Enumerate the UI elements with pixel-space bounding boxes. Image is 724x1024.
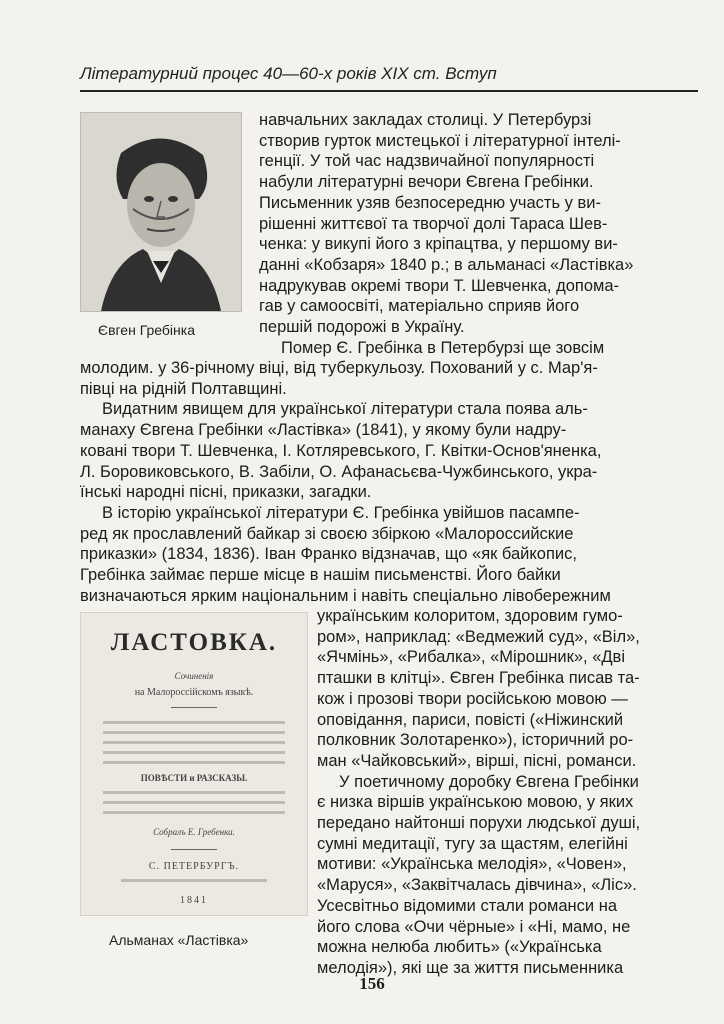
almanac-section: ПОВѢСТИ и РАЗСКАЗЫ. [140,773,248,783]
text-line: мелодія»), які ще за життя письменника [317,958,624,977]
text-line: є низка віршів українською мовою, у яких [317,793,634,812]
text-line: сумні медитації, тугу за щастям, елегійні [317,834,628,853]
text-line: молодим. у 36-річному віці, від туберкульозу. Похований у с. Мар'я- [80,359,598,377]
text-line: «Ячмінь», «Рибалка», «Мірошник», «Дві [317,648,625,667]
text-line: пташки в клітці». Євген Гребінка писав та- [317,669,640,688]
text-line: Видатним явищем для української літератури стала поява аль- [102,400,588,419]
text-line: приказки» (1834, 1836). Іван Франко відзначав, що «як байкопис, [80,545,577,564]
text-line: ром», наприклад: «Ведмежий суд», «Віл», [317,627,640,646]
text-line: Л. Боровиковського, В. Забіли, О. Афанасьєва-Чужбинського, укра- [80,462,598,481]
text-line: оповідання, париси, повісті («Ніжинский [317,710,624,729]
text-line: данні «Кобзаря» 1840 р.; в альманасі «Ластівка» [259,255,634,274]
text-line: кож і прозові твори російською мовою — [317,689,628,708]
almanac-title: ЛАСТОВКА. [110,629,278,656]
text-line: набули літературні вечори Євгена Гребінки. [259,173,594,192]
text-line: Письменник узяв безпосередню участь у ви- [259,193,601,212]
text-full-width [80,358,696,606]
portrait-engraving [81,113,241,311]
almanac-editor: Собралъ Е. Гребенка. [153,827,235,837]
text-line: створив гурток мистецької і літературної інтелі- [259,131,621,150]
text-line: У поетичному доробку Євгена Гребінки [339,772,639,791]
portrait-image [80,112,242,312]
text-line: навчальних закладах столиці. У Петербурзі [259,111,592,129]
text-line: гав у самоосвіті, матеріально сприяв його [259,297,580,316]
text-line: манаху Євгена Гребінки «Ластівка» (1841), у якому були надру- [80,421,567,440]
text-line: Усесвітньо відомими стали романси на [317,896,618,915]
text-line: визначаються ярким національним і навіть спеціально лівобережним [80,586,611,605]
text-line: передано найтонші порухи людської душі, [317,814,641,833]
almanac-city: С. ПЕТЕРБУРГЪ. [148,861,240,872]
text-line: ред як прославлений байкар зі своєю збіркою «Малороссийские [80,524,574,543]
almanac-caption: Альманах «Ластівка» [109,932,249,948]
text-line: генції. У той час надзвичайної популярності [259,152,595,171]
text-line: мотиви: «Українська мелодія», «Човен», [317,855,627,874]
text-line: полковник Золотаренко»), історичний ро- [317,731,634,750]
almanac-subtitle: Сочиненія [174,671,214,681]
text-line: можна нелюба любить» («Українська [317,938,602,957]
portrait-caption: Євген Гребінка [98,322,195,338]
almanac-cover-image [80,612,308,916]
text-line: рішенні життєвої та творчої долі Тараса Шев- [259,214,608,233]
text-line: їнські народні пісні, приказки, загадки. [80,483,372,502]
text-line: надрукував окремі твори Т. Шевченка, допома- [259,276,620,295]
text-line: півці на рідній Полтавщині. [80,379,287,398]
text-line: його слова «Очи чёрные» і «Ні, мамо, не [317,917,631,936]
text-line: ченка: у викупі його з кріпацтва, у першому ви- [259,235,618,254]
text-line: ковані твори Т. Шевченка, І. Котляревського, Г. Квітки-Основ'яненка, [80,441,602,460]
text-line: В історію української літератури Є. Гребінка увійшов пасампе- [102,503,580,522]
text-line: Помер Є. Гребінка в Петербурзі ще зовсім [281,338,605,357]
page-number: 156 [359,974,385,993]
text-line: Гребінка займає перше місце в нашім письменстві. Його байки [80,566,561,585]
almanac-year: 1841 [180,895,208,906]
text-column-bottom [317,606,696,979]
text-line: українським колоритом, здоровим гумо- [317,607,623,625]
text-line: «Маруся», «Заквітчалась дівчина», «Ліс». [317,876,637,895]
almanac-subtitle-language: на Малороссійскомъ языкѣ. [134,687,254,698]
text-line: ман «Чайковський», вірші, пісні, романси. [317,751,637,770]
running-header [80,64,698,92]
header-title: Літературний процес 40—60-х років XIX ст. Вступ [80,64,497,83]
text-line: першій подорожі в Україну. [259,318,465,337]
text-column-top [259,110,696,358]
